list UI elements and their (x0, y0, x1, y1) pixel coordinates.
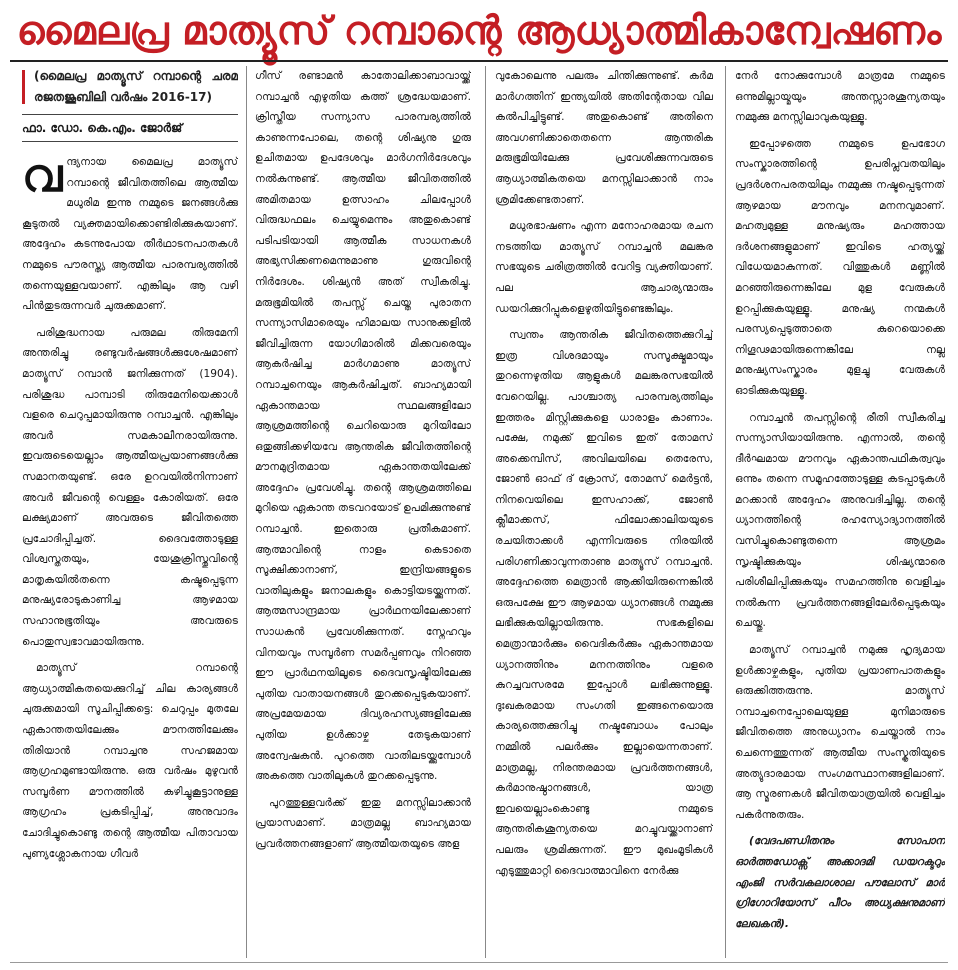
column-2 (255, 66, 471, 958)
byline: ഫാ. ഡോ. കെ.എം. ജോർജ് (22, 114, 238, 142)
headline: മൈലപ്ര മാത്യൂസ് റമ്പാന്റെ ആധ്യാത്മികാന്വേഷണം (16, 9, 942, 54)
author-note: (വേദപണ്ഡിതനും സോപാന ഓർത്തഡോക്സ് അക്കാദമി ഡയറക്ടറും എംജി സർവകലാശാല പൗലോസ് മാർ ഗ്രിഗോറിയോസ് പീഠം അധ്യക്ഷനുമാണ് ലേഖകൻ). (735, 835, 945, 930)
paragraph: പരിശുദ്ധനായ പരുമല തിരുമേനി അന്തരിച്ചു രണ്ടുവർഷങ്ങൾക്കുശേഷമാണ് മാത്യൂസ് റമ്പാൻ ജനിക്കുന്നത് (1904). പരിശുദ്ധ പാമ്പാടി തിരുമേനിയെക്കാൾ വളരെ ചെറുപ്പമായിരുന്നു റമ്പാച്ചൻ. എങ്കിലും അവർ സമകാലീനരായിരുന്നു. ഇവരുടെയെല്ലാം ആത്മീയപ്രയാണങ്ങൾക്കു സമാനതയുണ്ട്. ഒരേ ഉറവയിൽനിന്നാണ് അവർ ജീവന്റെ വെള്ളം കോരിയത്. ഒരേ ലക്ഷ്യമാണ് അവരുടെ ജീവിതത്തെ പ്രചോദിപ്പിച്ചത്. ദൈവത്തോടുള്ള വിശ്വസ്തതയും, യേശുക്രിസ്തുവിന്റെ മാതൃകയിൽതന്നെ കഷ്ടപ്പെടുന്ന മനുഷ്യരോടുകാണിച്ച ആഴമായ സഹാനുഭൂതിയും അവരുടെ പൊതുസ്വഭാവമായിരുന്നു. (22, 326, 238, 648)
paragraph: മാത്യൂസ് റമ്പാന്റെ ആധ്യാത്മികതയെക്കുറിച്ച് ചില കാര്യങ്ങൾ ചുരുക്കമായി സൂചിപ്പിക്കട്ടെ: ചെറുപ്പം മുതലേ ഏകാന്തതയിലേക്കും മൗനത്തിലേക്കും തിരിയാൻ റമ്പാച്ചനു സഹജമായ ആഗ്രഹമുണ്ടായിരുന്നു. ഒരു വർഷം മുഴുവൻ സമ്പൂർണ മൗനത്തിൽ കഴിച്ചുകൂട്ടാനുള്ള ആഗ്രഹം പ്രകടിപ്പിച്ച്, അനുവാദം ചോദിച്ചുകൊണ്ടു തന്റെ ആത്മീയ പിതാവായ പുണ്യശ്ലോകനായ ഗീവർ (22, 662, 238, 860)
column-1 (22, 66, 238, 958)
bottom-rule (10, 962, 948, 963)
headline-rule (10, 60, 948, 62)
column-3 (495, 66, 713, 958)
paragraph: മാത്യൂസ് റമ്പാച്ചൻ നമുക്കു ഹൃദ്യമായ ഉൾക്കാഴ്ചകളും, പുതിയ പ്രയാണപാതകളും ഒരുക്കിത്തരുന്നു. മാത്യൂസ് റമ്പാച്ചനെപ്പോലെയുള്ള മുനിമാരുടെ ജീവിതത്തെ അനുധ്യാനം ചെയ്താൽ നാം ചെന്നെത്തുന്നത് ആത്മീയ സംസ്കൃതിയുടെ അത്യുദാരമായ സംഗമസ്ഥാനങ്ങളിലാണ്. ആ സ്മരണകൾ ജീവിതയാത്രയിൽ വെളിച്ചം പകർന്നുതരും. (735, 644, 945, 821)
column-divider (485, 66, 486, 958)
paragraph: മധുരഭാഷണം എന്ന മനോഹരമായ രചന നടത്തിയ മാത്യൂസ് റമ്പാച്ചൻ മലങ്കര സഭയുടെ ചരിത്രത്തിൽ വേറിട്ട വ്യക്തിയാണ്. പല ആചാര്യന്മാരും ഡയറിക്കുറിപ്പുകളെഴുതിയിട്ടുണ്ടെങ്കിലും. (495, 220, 713, 315)
subtitle: (മൈലപ്ര മാത്യൂസ് റമ്പാന്റെ ചരമ രജതജൂബിലി വർഷം 2016-17) (22, 66, 238, 108)
column-4 (735, 66, 945, 958)
paragraph: നേർ നോക്കുമ്പോൾ മാത്രമേ നമ്മുടെ ഒന്നുമില്ലായ്മയും അന്തസ്സാരശൂന്യതയും നമ്മുക്കു മനസ്സിലാവുകയുള്ളൂ. (735, 70, 945, 124)
paragraph: ഗീസ് രണ്ടാമൻ കാതോലിക്കാബാവായ്ക്ക് റമ്പാച്ചൻ എഴുതിയ കത്ത് ശ്രദ്ധേയമാണ്. ക്രിസ്തീയ സന്ന്യാസ പാരമ്പര്യത്തിൽ കാണുന്നപോലെ, തന്റെ ശിഷ്യനു ഗുരു ഉചിതമായ ഉപദേശവും മാർഗനിർദേശവും നൽകുന്നുണ്ട്. ആത്മീയ ജീവിതത്തിൽ അമിതമായ ഉത്സാഹം ചിലപ്പോൾ വിരുദ്ധഫലം ചെയ്യുമെന്നും അതുകൊണ്ട് പടിപടിയായി ആത്മീക സാധനകൾ അഭ്യസിക്കണമെന്നുമാണു ഗുരുവിന്റെ നിർദേശം. ശിഷ്യൻ അത് സ്വീകരിച്ചു. മരുഭൂമിയിൽ തപസ്സ് ചെയ്ത പുരാതന സന്ന്യാസിമാരെയും ഹിമാലയ സാനുക്കളിൽ ജീവിച്ചിരുന്ന യോഗിമാരിൽ മിക്കവരെയും ആകർഷിച്ച മാർഗമാണു മാത്യൂസ് റമ്പാച്ചനെയും ആകർഷിച്ചത്. ബാഹ്യമായി ഏകാന്തമായ സ്ഥലങ്ങളിലോ ആശ്രമത്തിന്റെ ചെറിയൊരു മുറിയിലോ ഒതുങ്ങിക്കഴിയവേ ആന്തരിക ജീവിതത്തിന്റെ മൗനമുദ്രിതമായ ഏകാന്തതയിലേക്ക് അദ്ദേഹം പ്രവേശിച്ചു. തന്റെ ആശ്രമത്തിലെ മുറിയെ ഏകാന്ത തടവറയോട് ഉപമിക്കുന്നുണ്ട് റമ്പാച്ചൻ. ഇതൊരു പ്രതീകമാണ്. ആത്മാവിന്റെ നാളം കെടാതെ സൂക്ഷിക്കാനാണ്, ഇന്ദ്രിയങ്ങളുടെ വാതിലുകളും ജനാലകളും കൊട്ടിയടയ്ക്കുന്നത്. ആത്മസാന്ദ്രമായ പ്രാർഥനയിലേക്കാണ് സാധകൻ പ്രവേശിക്കുന്നത്. സ്നേഹവും വിനയവും സമ്പൂർണ സമർപ്പണവും നിറഞ്ഞ ഈ പ്രാർഥനയിലൂടെ ദൈവസൃഷ്ടിയിലേക്കു പുതിയ വാതായനങ്ങൾ തുറക്കപ്പെടുകയാണ്. അപ്രമേയമായ ദിവ്യരഹസ്യങ്ങളിലേക്കു പുതിയ ഉൾക്കാഴ്ച തേടുകയാണ് അന്വേഷകൻ. പുറത്തെ വാതിലടയ്ക്കുമ്പോൾ അകത്തെ വാതിലുകൾ തുറക്കപ്പെടുന്നു. (255, 70, 471, 783)
paragraph: പുറത്തുള്ളവർക്ക് ഇതു മനസ്സിലാക്കാൻ പ്രയാസമാണ്. മാത്രമല്ല ബാഹ്യമായ പ്രവർത്തനങ്ങളാണ് ആത്മീയതയുടെ അള (255, 796, 471, 850)
paragraph: സ്വന്തം ആന്തരിക ജീവിതത്തെക്കുറിച്ച് ഇത്ര വിശദമായും സസൂക്ഷ്മമായും തുറന്നെഴുതിയ ആളുകൾ മലങ്കരസഭയിൽ വേറെയില്ല. പാശ്ചാത്യ പാരമ്പര്യത്തിലും ഇത്തരം മിസ്റ്റിക്കുകളെ ധാരാളം കാണാം. പക്ഷേ, നമുക്ക് ഇവിടെ ഇത് തോമസ് അക്കെമ്പിസ്, അവിലയിലെ തെരേസ, ജോൺ ഓഫ് ദ് ക്രോസ്, തോമസ് മെർട്ടൻ, നിനവെയിലെ ഇസഹാക്ക്, ജോൺ ക്ലീമാക്കസ്, ഫിലോക്കാലിയയുടെ രചയിതാക്കൾ എന്നിവരുടെ നിരയിൽ പരിഗണിക്കാവുന്നതാണു മാത്യൂസ് റമ്പാച്ചൻ. അദ്ദേഹത്തെ മെത്രാൻ ആക്കിയിരുന്നെങ്കിൽ ഒരുപക്ഷേ ഈ ആഴമായ ധ്യാനങ്ങൾ നമ്മുക്കു ലഭിക്കുകയില്ലായിരുന്നു. സഭകളിലെ മെത്രാന്മാർക്കും വൈദികർക്കും ഏകാന്തമായ ധ്യാനത്തിനും മനനത്തിനും വളരെ കുറച്ചവസരമേ ഇപ്പോൾ ലഭിക്കുന്നുള്ളൂ. ദുഃഖകരമായ സംഗതി ഇങ്ങനെയൊരു കാര്യത്തെക്കുറിച്ചു നഷ്ടബോധം പോലും നമ്മിൽ പലർക്കും ഇല്ലായെന്നതാണ്. മാത്രമല്ല, നിരന്തരമായ പ്രവർത്തനങ്ങൾ, കർമാനുഷ്ഠാനങ്ങൾ, യാത്ര ഇവയെല്ലാംകൊണ്ടു നമ്മുടെ ആന്തരികശൂന്യതയെ മറച്ചുവയ്ക്കാനാണ് പലരും ശ്രമിക്കുന്നത്. ഈ മുഖംമൂടികൾ എടുത്തുമാറ്റി ദൈവാത്മാവിനെ നേർക്കു (495, 329, 713, 877)
paragraph: വുകോലെന്നു പലരും ചിന്തിക്കുന്നുണ്ട്. കർമ മാർഗത്തിന് ഇന്ത്യയിൽ അതിന്റേതായ വില കൽപിച്ചിട്ടുണ്ട്. അതുകൊണ്ട് അതിനെ അവഗണിക്കാതെതന്നെ ആന്തരിക മരുഭൂമിയിലേക്കു പ്രവേശിക്കുന്നവരുടെ ആധ്യാത്മികതയെ മനസ്സിലാക്കാൻ നാം ശ്രമിക്കേണ്ടതാണ്. (495, 70, 713, 206)
paragraph: റമ്പാച്ചൻ തപസ്സിന്റെ രീതി സ്വീകരിച്ച സന്ന്യാസിയായിരുന്നു. എന്നാൽ, തന്റെ ദീർഘമായ മൗനവും ഏകാന്തപഥികത്വവും ഒന്നും തന്നെ സമൂഹത്തോടുള്ള കടപ്പാടുകൾ മറക്കാൻ അദ്ദേഹം അനുവദിച്ചില്ല. തന്റെ ധ്യാനത്തിന്റെ രഹസ്യോദ്യാനത്തിൽ വസിച്ചുകൊണ്ടുതന്നെ ആശ്രമം സൃഷ്ടിക്കുകയും ശിഷ്യന്മാരെ പരിശീലിപ്പിക്കുകയും സമഹത്തിനു വെളിച്ചം നൽകുന്ന പ്രവർത്തനങ്ങളിലേർപ്പെടുകയും ചെയ്തു. (735, 411, 945, 630)
paragraph-text: ന്ദ്യനായ മൈലപ്ര മാത്യൂസ് റമ്പാന്റെ ജീവിതത്തിലെ ആത്മീയ മധുരിമ ഇന്നു നമ്മുടെ ജനങ്ങൾക്കു കൂടുതൽ വ്യക്തമായിക്കൊണ്ടിരിക്കുകയാണ്. അദ്ദേഹം കടന്നുപോയ തീർഥാടനപാതകൾ നമ്മുടെ പൗരസ്ത്യ ആത്മീയ പാരമ്പര്യത്തിൽ തന്നെയുള്ളവയാണ്. എങ്കിലും ആ വഴി പിൻതുടരുന്നവർ ചുരുക്കമാണ്. (22, 156, 238, 313)
column-divider (725, 66, 726, 958)
drop-cap: വ (22, 148, 63, 202)
paragraph: ഇപ്പോഴത്തെ നമ്മുടെ ഉപഭോഗ സംസ്കാരത്തിന്റെ ഉപരിപ്ലവതയിലും പ്രദർശനപരതയിലും നമ്മുക്കു നഷ്ടപ്പെടുന്നത് ആഴമായ മൗനവും മനനവുമാണ്. മഹത്വമുള്ള മനുഷ്യരും മഹത്തായ ദർശനങ്ങളുമാണ് ഇവിടെ ഹത്യയ്ക്ക് വിധേയമാകുന്നത്. വിത്തുകൾ മണ്ണിൽ മറഞ്ഞിരുന്നെങ്കിലേ മുള വേരുകൾ ഉറപ്പിക്കുകയുള്ളൂ. മനുഷ്യ നന്മകൾ പരസ്യപ്പെടുത്താതെ കുറെയൊക്കെ നിഗൂഢമായിരുന്നെങ്കിലേ നല്ല മനുഷ്യസംസ്കാരം മുളച്ചു വേരുകൾ ഓടിക്കുകയുള്ളൂ. (735, 137, 945, 397)
paragraph (22, 148, 238, 317)
column-divider (246, 66, 247, 958)
